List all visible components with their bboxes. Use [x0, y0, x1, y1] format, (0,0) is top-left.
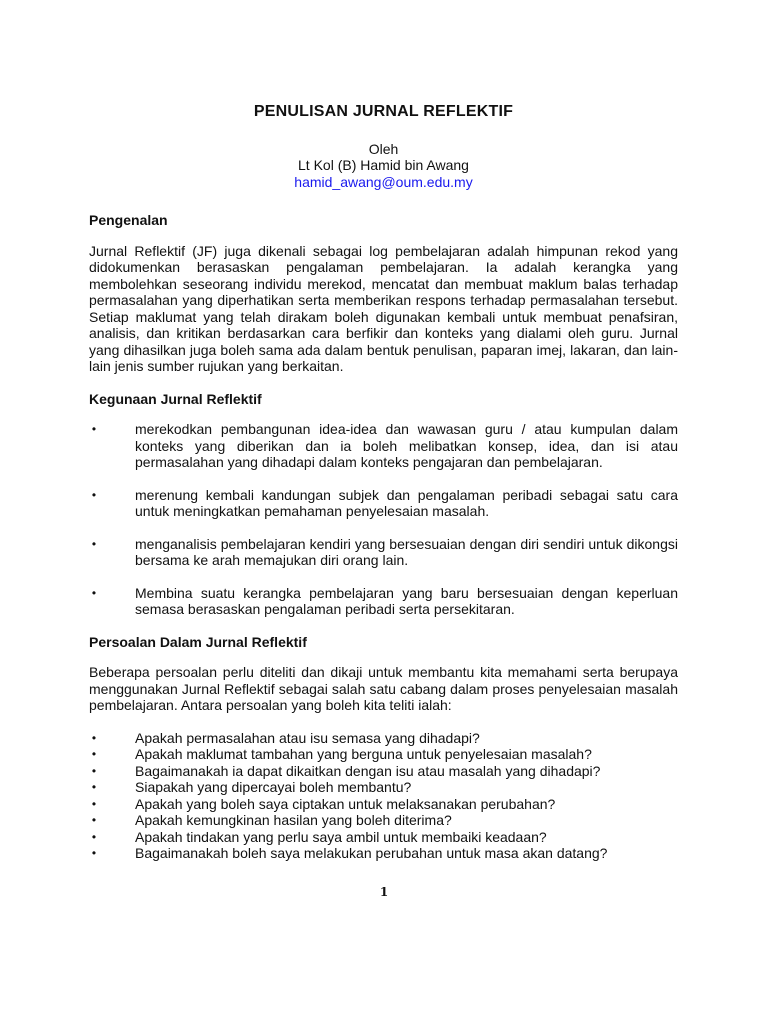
list-item	[89, 829, 678, 846]
list-item-text: Apakah yang boleh saya ciptakan untuk melaksanakan perubahan?	[135, 795, 556, 812]
document-title: PENULISAN JURNAL REFLEKTIF	[253, 103, 514, 120]
list-item-text: Apakah permasalahan atau isu semasa yang dihadapi?	[135, 729, 480, 746]
list-item-text: Apakah kemungkinan hasilan yang boleh diterima?	[135, 812, 452, 828]
intro-paragraph: Jurnal Reflektif (JF) juga dikenali sebagai log pembelajaran adalah himpunan rekod yang didokumenkan berasaskan pengalaman pembelajaran. Ia adalah kerangka yang membolehkan seseorang individu merekod, mencatat dan membuat maklum balas terhadap permasalahan yang diperhatikan serta memberikan respons terhadap permasalahan tersebut. Setiap maklumat yang telah dirakam boleh digunakan kembali untuk membuat penafsiran, analisis, dan kritikan berdasarkan cara berfikir dan konteks yang dialami oleh guru. Jurnal yang dihasilkan juga boleh sama ada dalam bentuk penulisan, paparan imej, lakaran, dan lain-lain jenis sumber rujukan yang berkaitan.	[89, 242, 678, 374]
section-heading-persoalan: Persoalan Dalam Jurnal Reflektif	[89, 633, 307, 650]
kegunaan-list	[89, 421, 678, 618]
bullet-icon: •	[91, 829, 97, 844]
list-item-text: Apakah tindakan yang perlu saya ambil untuk membaiki keadaan?	[135, 828, 547, 845]
list-item-text: menganalisis pembelajaran kendiri yang bersesuaian dengan diri sendiri untuk dikongsi bersama ke arah memajukan diri orang lain.	[135, 535, 678, 568]
bullet-icon: •	[91, 585, 97, 600]
list-item-text: Membina suatu kerangka pembelajaran yang baru bersesuaian dengan keperluan semasa berasaskan pengalaman peribadi serta persekitaran.	[135, 584, 678, 617]
list-item-text: Bagaimanakah boleh saya melakukan perubahan untuk masa akan datang?	[135, 845, 608, 861]
persoalan-paragraph: Beberapa persoalan perlu diteliti dan dikaji untuk membantu kita memahami serta berupaya menggunakan Jurnal Reflektif sebagai salah satu cabang dalam proses penyelesaian masalah pembelajaran. Antara persoalan yang boleh kita teliti ialah:	[89, 664, 678, 713]
bullet-icon: •	[91, 846, 97, 860]
list-item	[89, 536, 678, 569]
bullet-icon: •	[91, 536, 97, 551]
bullet-icon: •	[91, 780, 97, 794]
list-item-text: Siapakah yang dipercayai boleh membantu?	[135, 779, 412, 795]
persoalan-list	[89, 730, 678, 862]
list-item	[89, 487, 678, 520]
list-item	[89, 796, 678, 813]
author-email-link[interactable]: hamid_awang@oum.edu.my	[294, 173, 473, 190]
bullet-icon: •	[91, 487, 97, 502]
list-item-text: merekodkan pembangunan idea-idea dan wawasan guru / atau kumpulan dalam konteks yang diberikan dan ia boleh melibatkan konsep, idea, dan isi atau permasalahan yang dihadapi dalam konteks pengajaran dan pembelajaran.	[135, 421, 678, 470]
bullet-icon: •	[91, 813, 97, 827]
page-number: 1	[379, 885, 389, 899]
bullet-icon: •	[91, 730, 97, 745]
bullet-icon: •	[91, 747, 97, 761]
author-name: Lt Kol (B) Hamid bin Awang	[298, 157, 469, 173]
list-item	[89, 763, 678, 780]
bullet-icon: •	[91, 422, 97, 436]
author-by: Oleh	[368, 140, 399, 157]
section-heading-kegunaan: Kegunaan Jurnal Reflektif	[89, 390, 262, 407]
bullet-icon: •	[91, 796, 97, 811]
section-heading-pengenalan: Pengenalan	[89, 212, 168, 228]
list-item	[89, 421, 678, 471]
bullet-icon: •	[91, 763, 97, 778]
list-item-text: Apakah maklumat tambahan yang berguna untuk penyelesaian masalah?	[135, 746, 592, 762]
list-item	[89, 585, 678, 618]
list-item-text: merenung kembali kandungan subjek dan pengalaman peribadi sebagai satu cara untuk meningkatkan pemahaman penyelesaian masalah.	[135, 486, 678, 519]
list-item-text: Bagaimanakah ia dapat dikaitkan dengan isu atau masalah yang dihadapi?	[135, 762, 601, 779]
document-body	[89, 104, 678, 862]
list-item	[89, 845, 678, 862]
list-item	[89, 779, 678, 796]
list-item	[89, 746, 678, 763]
list-item	[89, 730, 678, 747]
list-item	[89, 812, 678, 829]
